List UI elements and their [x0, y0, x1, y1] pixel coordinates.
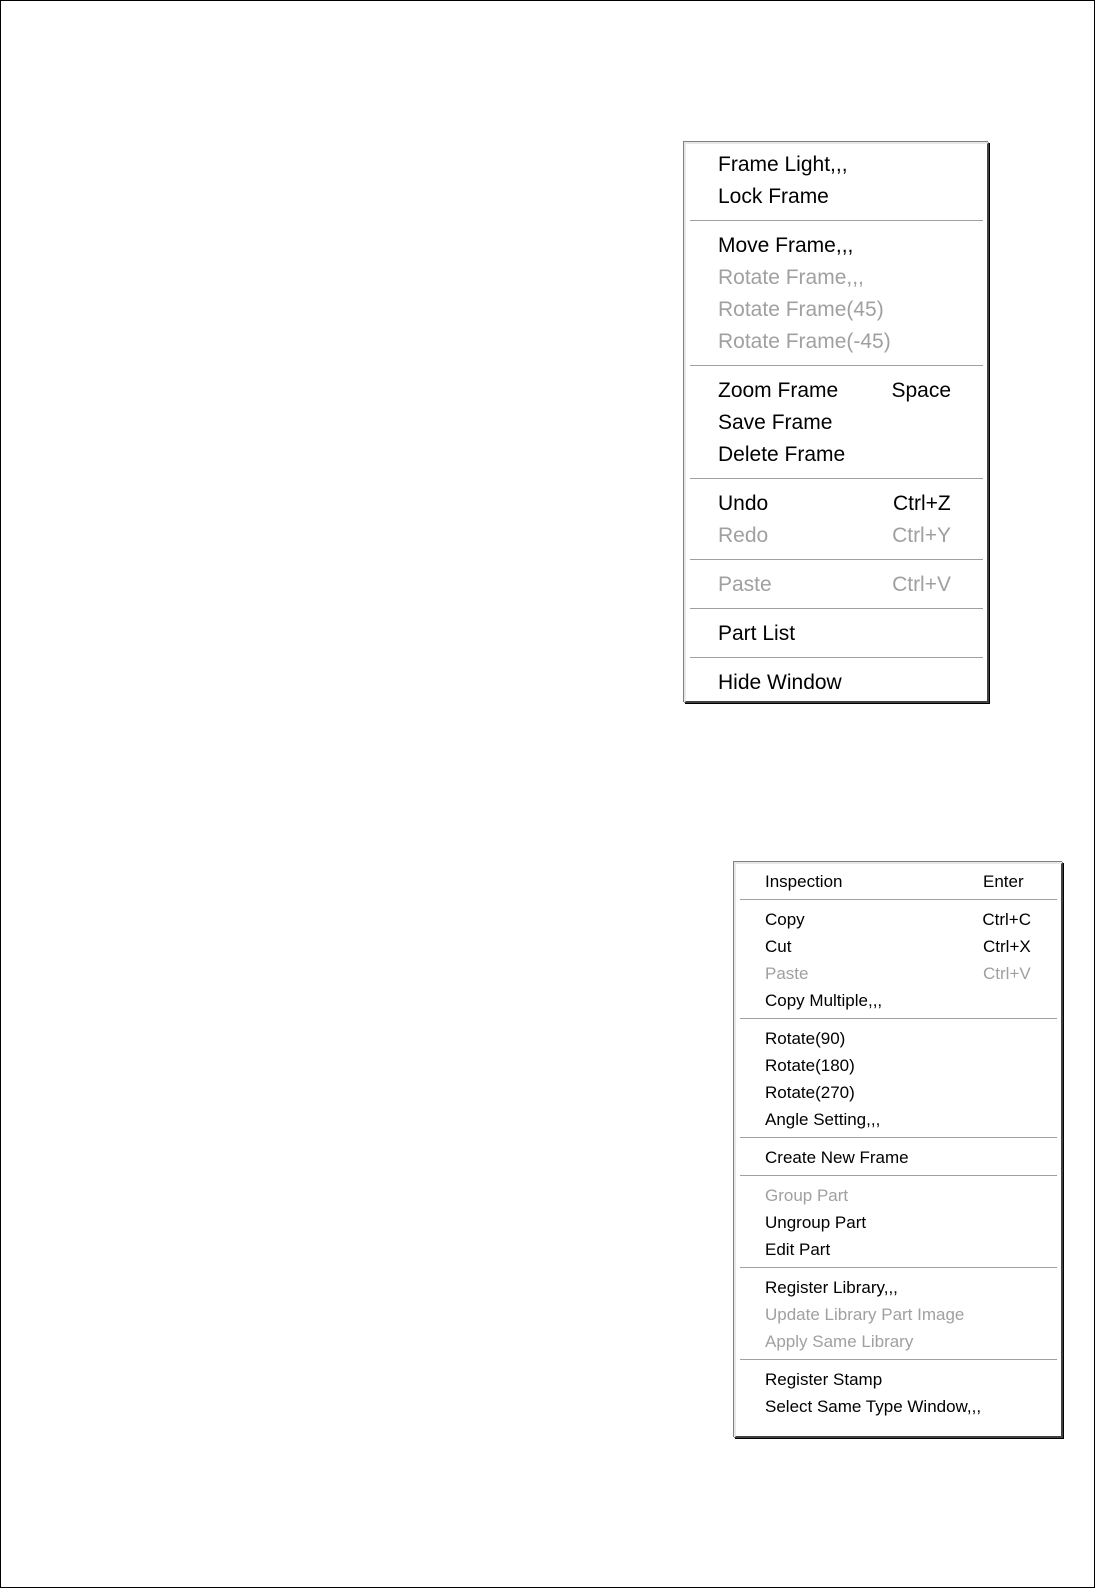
- menu-item-label: Update Library Part Image: [765, 1304, 965, 1324]
- menu-item-lock-frame[interactable]: [686, 181, 987, 213]
- menu-separator: [690, 220, 983, 222]
- menu-item-paste: [686, 569, 987, 601]
- frame-context-menu: [684, 142, 989, 703]
- menu-separator: [740, 1175, 1057, 1177]
- menu-item-inspection[interactable]: [736, 868, 1061, 895]
- menu-item-shortcut: Space: [891, 379, 951, 402]
- menu-item-label: Zoom Frame: [718, 379, 839, 402]
- menu-item-copy-multiple[interactable]: [736, 987, 1061, 1014]
- menu-item-label: Delete Frame: [718, 443, 846, 466]
- menu-item-angle-setting[interactable]: [736, 1106, 1061, 1133]
- menu-item-redo: [686, 520, 987, 552]
- menu-item-update-library-part-image: [736, 1301, 1061, 1328]
- menu-item-delete-frame[interactable]: [686, 439, 987, 471]
- menu-item-label: Rotate Frame,,,: [718, 266, 864, 289]
- menu-item-label: Paste: [718, 573, 772, 596]
- menu-item-label: Part List: [718, 622, 796, 645]
- menu-item-label: Redo: [718, 524, 769, 547]
- menu-item-label: Inspection: [765, 871, 843, 891]
- menu-item-label: Copy: [765, 909, 805, 929]
- menu-item-save-frame[interactable]: [686, 407, 987, 439]
- menu-item-rotate-270[interactable]: [736, 1079, 1061, 1106]
- menu-item-label: Save Frame: [718, 411, 833, 434]
- menu-item-shortcut: Ctrl+X: [983, 936, 1031, 956]
- menu-item-label: Rotate Frame(-45): [718, 330, 891, 353]
- menu-item-apply-same-library: [736, 1328, 1061, 1355]
- menu-item-move-frame[interactable]: [686, 230, 987, 262]
- menu-item-edit-part[interactable]: [736, 1236, 1061, 1263]
- menu-separator: [740, 899, 1057, 901]
- menu-item-frame-light[interactable]: [686, 149, 987, 181]
- menu-separator: [740, 1137, 1057, 1139]
- part-context-menu: [734, 862, 1063, 1438]
- menu-item-zoom-frame[interactable]: [686, 375, 987, 407]
- menu-item-label: Rotate(270): [765, 1082, 855, 1102]
- menu-item-shortcut: Ctrl+V: [983, 963, 1031, 983]
- menu-item-label: Group Part: [765, 1185, 849, 1205]
- menu-item-label: Rotate(90): [765, 1028, 846, 1048]
- menu-separator: [690, 365, 983, 367]
- menu-item-cut[interactable]: [736, 933, 1061, 960]
- menu-item-rotate-frame-45: [686, 326, 987, 358]
- menu-item-label: Rotate Frame(45): [718, 298, 884, 321]
- menu-item-shortcut: Ctrl+Y: [892, 524, 951, 547]
- menu-item-label: Register Stamp: [765, 1369, 883, 1389]
- menu-item-label: Hide Window: [718, 671, 842, 694]
- menu-separator: [740, 1267, 1057, 1269]
- menu-item-rotate-90[interactable]: [736, 1025, 1061, 1052]
- menu-item-label: Register Library,,,: [765, 1277, 898, 1297]
- menu-item-register-library[interactable]: [736, 1274, 1061, 1301]
- menu-item-hide-window[interactable]: [686, 667, 987, 699]
- menu-item-create-new-frame[interactable]: [736, 1144, 1061, 1171]
- menu-item-label: Copy Multiple,,,: [765, 990, 883, 1010]
- menu-item-shortcut: Ctrl+C: [982, 909, 1031, 929]
- menu-item-rotate-frame: [686, 262, 987, 294]
- menu-item-label: Create New Frame: [765, 1147, 909, 1167]
- menu-separator: [690, 657, 983, 659]
- menu-item-label: Frame Light,,,: [718, 153, 848, 176]
- menu-item-label: Apply Same Library: [765, 1331, 914, 1351]
- menu-item-paste: [736, 960, 1061, 987]
- menu-item-shortcut: Ctrl+Z: [893, 492, 951, 515]
- menu-item-ungroup-part[interactable]: [736, 1209, 1061, 1236]
- menu-item-label: Paste: [765, 963, 809, 983]
- menu-item-undo[interactable]: [686, 488, 987, 520]
- menu-item-shortcut: Enter: [983, 871, 1024, 891]
- menu-item-label: Lock Frame: [718, 185, 829, 208]
- menu-item-group-part: [736, 1182, 1061, 1209]
- menu-separator: [690, 559, 983, 561]
- menu-separator: [740, 1359, 1057, 1361]
- menu-item-shortcut: Ctrl+V: [892, 573, 951, 596]
- menu-separator: [690, 478, 983, 480]
- menu-item-label: Rotate(180): [765, 1055, 855, 1075]
- menu-item-label: Edit Part: [765, 1239, 831, 1259]
- menu-item-label: Select Same Type Window,,,: [765, 1396, 982, 1416]
- menu-item-rotate-frame-45: [686, 294, 987, 326]
- menu-item-label: Undo: [718, 492, 769, 515]
- menu-item-label: Angle Setting,,,: [765, 1109, 881, 1129]
- menu-item-rotate-180[interactable]: [736, 1052, 1061, 1079]
- menu-separator: [690, 608, 983, 610]
- menu-item-part-list[interactable]: [686, 618, 987, 650]
- menu-item-select-same-type-window[interactable]: [736, 1393, 1061, 1420]
- menu-item-label: Cut: [765, 936, 792, 956]
- menu-item-copy[interactable]: [736, 906, 1061, 933]
- menu-item-label: Ungroup Part: [765, 1212, 867, 1232]
- menu-item-label: Move Frame,,,: [718, 234, 854, 257]
- menu-separator: [740, 1018, 1057, 1020]
- menu-item-register-stamp[interactable]: [736, 1366, 1061, 1393]
